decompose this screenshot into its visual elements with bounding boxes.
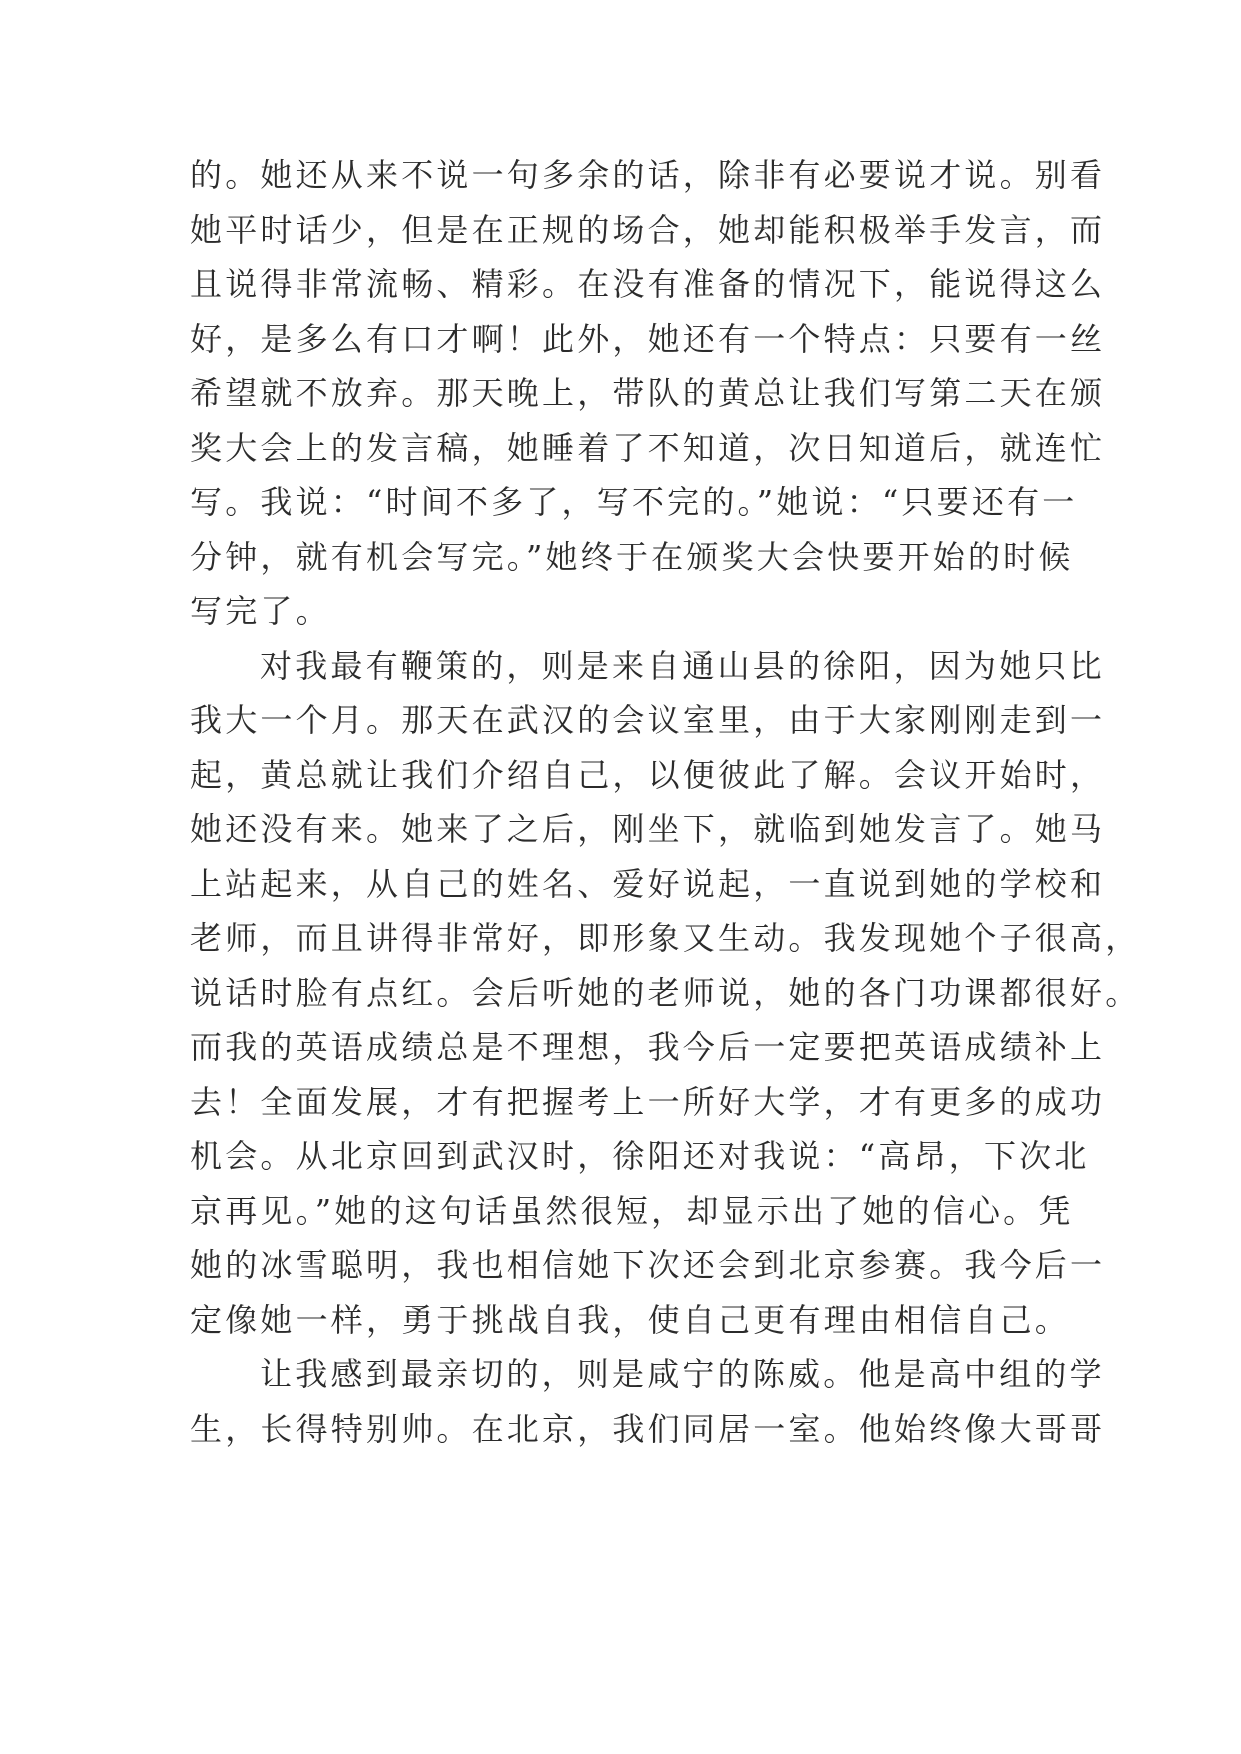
text-line: 生，长得特别帅。在北京，我们同居一室。他始终像大哥哥 xyxy=(190,1409,1106,1448)
text-line: 老师，而且讲得非常好，即形象又生动。我发现她个子很高， xyxy=(190,919,1141,957)
paragraph-start-line: 对我最有鞭策的，则是来自通山县的徐阳，因为她只比 xyxy=(260,646,1105,685)
text-line: 好，是多么有口才啊！此外，她还有一个特点：只要有一丝 xyxy=(190,319,1106,358)
text-line: 我大一个月。那天在武汉的会议室里，由于大家刚刚走到一 xyxy=(190,701,1106,739)
text-line: 她还没有来。她来了之后，刚坐下，就临到她发言了。她马 xyxy=(190,810,1106,848)
text-line: 定像她一样，勇于挑战自我，使自己更有理由相信自己。 xyxy=(190,1300,1071,1339)
text-line: 起，黄总就让我们介绍自己，以便彼此了解。会议开始时， xyxy=(190,755,1106,794)
text-line: 而我的英语成绩总是不理想，我今后一定要把英语成绩补上 xyxy=(190,1028,1106,1066)
text-line: 且说得非常流畅、精彩。在没有准备的情况下，能说得这么 xyxy=(190,265,1106,303)
text-line: 分钟，就有机会写完。”她终于在颁奖大会快要开始的时候 xyxy=(190,537,1074,576)
text-line: 奖大会上的发言稿，她睡着了不知道，次日知道后，就连忙 xyxy=(190,428,1106,467)
text-line: 她的冰雪聪明，我也相信她下次还会到北京参赛。我今后一 xyxy=(190,1246,1106,1284)
text-line: 机会。从北京回到武汉时，徐阳还对我说：“高昂，下次北 xyxy=(190,1137,1090,1175)
text-line: 说话时脸有点红。会后听她的老师说，她的各门功课都很好。 xyxy=(190,973,1141,1012)
text-line: 京再见。”她的这句话虽然很短，却显示出了她的信心。凭 xyxy=(190,1191,1074,1230)
text-line: 的。她还从来不说一句多余的话，除非有必要说才说。别看 xyxy=(190,156,1106,194)
text-line: 上站起来，从自己的姓名、爱好说起，一直说到她的学校和 xyxy=(190,864,1106,903)
text-line: 去！全面发展，才有把握考上一所好大学，才有更多的成功 xyxy=(190,1082,1106,1121)
text-line: 写。我说：“时间不多了，写不完的。”她说：“只要还有一 xyxy=(190,483,1078,521)
text-line: 希望就不放弃。那天晚上，带队的黄总让我们写第二天在颁 xyxy=(190,374,1106,412)
body-text xyxy=(190,148,1141,1456)
text-line: 她平时话少，但是在正规的场合，她却能积极举手发言，而 xyxy=(190,210,1106,249)
text-line: 写完了。 xyxy=(190,592,331,630)
paragraph-start-line: 让我感到最亲切的，则是咸宁的陈威。他是高中组的学 xyxy=(260,1355,1105,1393)
